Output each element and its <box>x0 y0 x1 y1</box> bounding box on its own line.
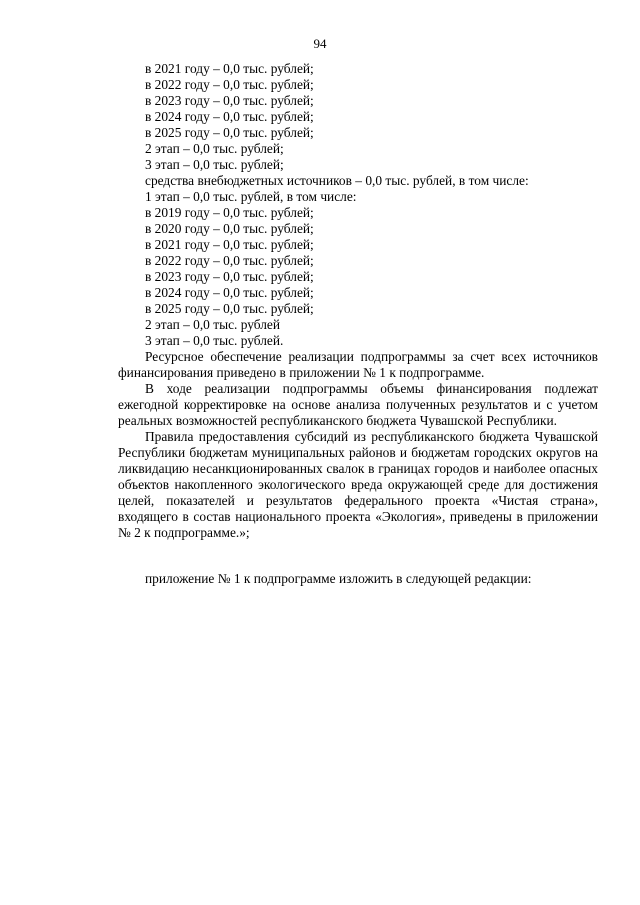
page-number: 94 <box>313 36 327 51</box>
list-item: в 2021 году – 0,0 тыс. рублей; <box>145 61 314 76</box>
list-item: в 2019 году – 0,0 тыс. рублей; <box>145 205 314 220</box>
list-item: 2 этап – 0,0 тыс. рублей <box>145 317 281 332</box>
list-item: в 2022 году – 0,0 тыс. рублей; <box>145 77 314 92</box>
list-item: в 2023 году – 0,0 тыс. рублей; <box>145 269 314 284</box>
list-item: в 2021 году – 0,0 тыс. рублей; <box>145 237 314 252</box>
list-item: в 2020 году – 0,0 тыс. рублей; <box>145 221 314 236</box>
list-item: в 2023 году – 0,0 тыс. рублей; <box>145 93 314 108</box>
list-item: 1 этап – 0,0 тыс. рублей, в том числе: <box>145 189 357 204</box>
list-item: 3 этап – 0,0 тыс. рублей; <box>145 157 284 172</box>
list-item: 3 этап – 0,0 тыс. рублей. <box>145 333 284 348</box>
paragraph-subsidy-rules: Правила предоставления субсидий из республиканского бюджета Чувашской Республики бюджетам муниципальных районов и бюджетам городских округов на ликвидацию несанкционированных свалок в границах городов и наиболее опасных объектов накопленного экологического вреда окружающей среде для достижения целей, показателей и результатов федерального проекта «Чистая страна», входящего в состав национального проекта «Экология», приведены в приложении № 2 к подпрограмме.»; <box>118 429 598 540</box>
list-item: в 2025 году – 0,0 тыс. рублей; <box>145 301 314 316</box>
final-instruction: приложение № 1 к подпрограмме изложить в следующей редакции: <box>145 571 532 586</box>
document-body <box>118 61 598 587</box>
list-item: в 2022 году – 0,0 тыс. рублей; <box>145 253 314 268</box>
list-item: в 2024 году – 0,0 тыс. рублей; <box>145 285 314 300</box>
list-item: в 2025 году – 0,0 тыс. рублей; <box>145 125 314 140</box>
list-item: средства внебюджетных источников – 0,0 тыс. рублей, в том числе: <box>145 173 529 188</box>
list-item: в 2024 году – 0,0 тыс. рублей; <box>145 109 314 124</box>
paragraph-annual-adjustment: В ходе реализации подпрограммы объемы финансирования подлежат ежегодной корректировке на основе анализа полученных результатов и с учетом реальных возможностей республиканского бюджета Чувашской Республики. <box>118 381 598 428</box>
paragraph-resource-provision: Ресурсное обеспечение реализации подпрограммы за счет всех источников финансирования приведено в приложении № 1 к подпрограмме. <box>118 349 598 380</box>
list-item: 2 этап – 0,0 тыс. рублей; <box>145 141 284 156</box>
spacer <box>118 541 598 571</box>
